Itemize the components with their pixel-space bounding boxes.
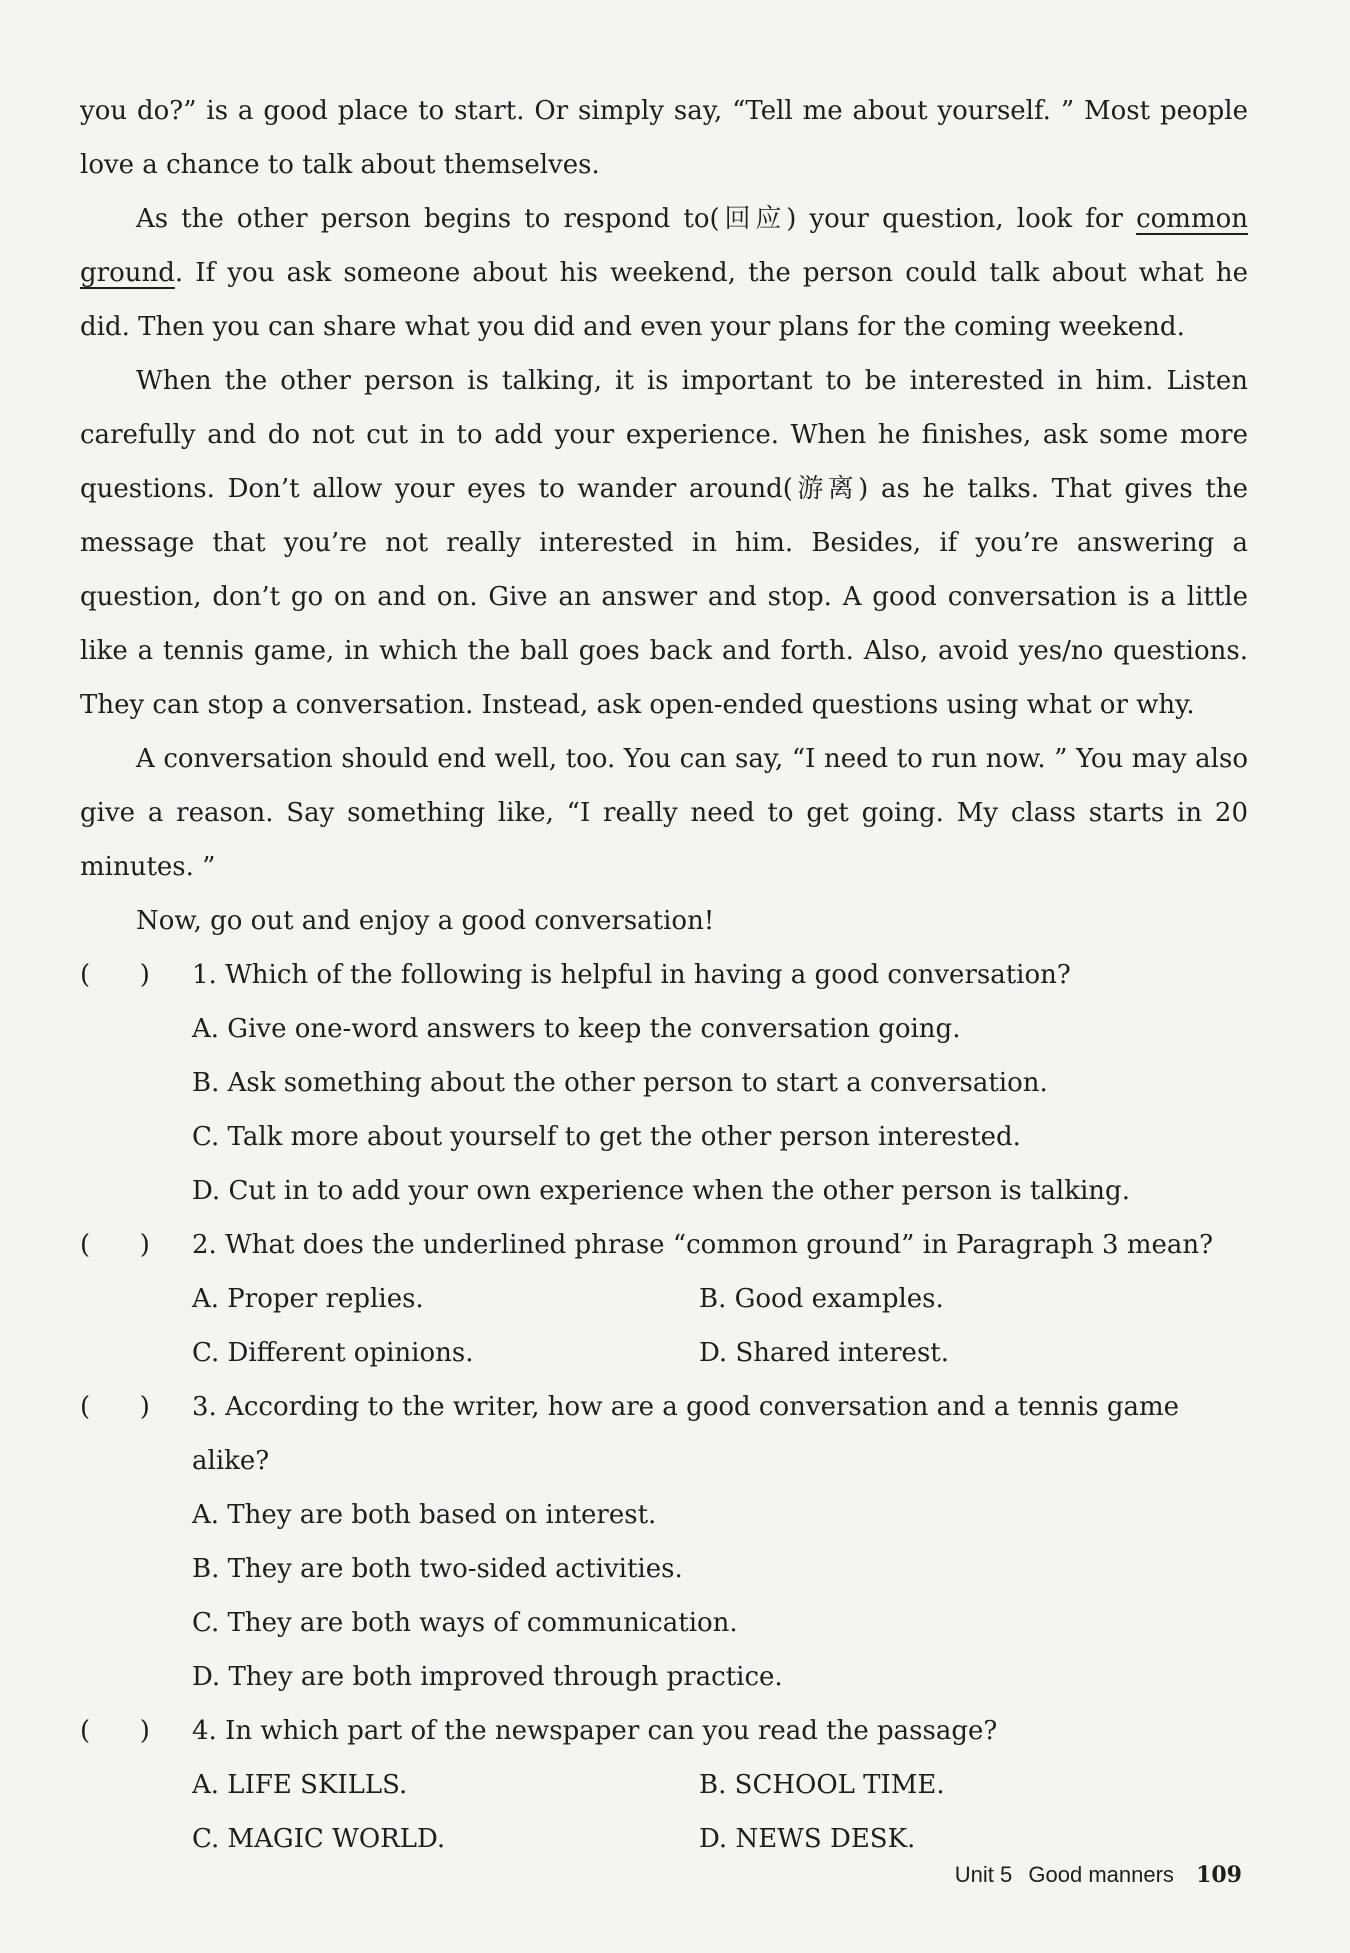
question-4-option-d[interactable]: D. NEWS DESK. <box>699 1824 916 1854</box>
question-3-option-c[interactable]: C. They are both ways of communication. <box>192 1608 738 1638</box>
question-1 <box>80 948 1248 1002</box>
question-2-options-row-2 <box>192 1326 1248 1380</box>
question-2-option-a[interactable]: A. Proper replies. <box>192 1284 424 1314</box>
question-3 <box>80 1380 1248 1488</box>
question-1-option-a[interactable]: A. Give one-word answers to keep the conversation going. <box>192 1014 961 1044</box>
answer-blank-2[interactable]: ( ) <box>80 1230 150 1260</box>
page-footer <box>955 1862 1242 1888</box>
question-2-option-c[interactable]: C. Different opinions. <box>192 1338 474 1368</box>
footer-unit-title: Good manners <box>1028 1862 1174 1887</box>
underlined-phrase: common ground <box>80 204 1248 288</box>
question-3-option-d[interactable]: D. They are both improved through practice. <box>192 1662 783 1692</box>
paragraph-5: Now, go out and enjoy a good conversation! <box>136 906 715 936</box>
question-2 <box>80 1218 1248 1272</box>
question-4-options-row-1 <box>192 1758 1248 1812</box>
question-2-option-b[interactable]: B. Good examples. <box>699 1284 944 1314</box>
question-1-option-c[interactable]: C. Talk more about yourself to get the other person interested. <box>192 1122 1021 1152</box>
paragraph-4: A conversation should end well, too. You can say, “I need to run now. ” You may also give a reason. Say something like, “I really need to get going. My class starts in 20 minutes. ” <box>80 744 1248 882</box>
paragraph-1: you do?” is a good place to start. Or simply say, “Tell me about yourself. ” Most people love a chance to talk about themselves. <box>80 96 1248 180</box>
question-1-option-b[interactable]: B. Ask something about the other person to start a conversation. <box>192 1068 1048 1098</box>
paragraph-2 <box>80 192 1248 354</box>
answer-blank-4[interactable]: ( ) <box>80 1716 150 1746</box>
footer-unit: Unit 5 <box>954 1862 1013 1887</box>
paragraph-2-part-1: As the other person begins to respond to(回应) your question, look for <box>136 204 1137 234</box>
question-2-option-d[interactable]: D. Shared interest. <box>699 1338 949 1368</box>
question-1-option-d[interactable]: D. Cut in to add your own experience when the other person is talking. <box>192 1176 1130 1206</box>
reading-passage <box>80 84 1248 1866</box>
question-4 <box>80 1704 1248 1758</box>
question-3-text: 3. According to the writer, how are a good conversation and a tennis game alike? <box>192 1392 1180 1476</box>
paragraph-3: When the other person is talking, it is important to be interested in him. Listen carefully and do not cut in to add your experience. When he finishes, ask some more questions. Don’t allow your eyes to wander around(游离) as he talks. That gives the message that you’re not really interested in him. Besides, if you’re answering a question, don’t go on and on. Give an answer and stop. A good conversation is a little like a tennis game, in which the ball goes back and forth. Also, avoid yes/no questions. They can stop a conversation. Instead, ask open-ended questions using what or why. <box>80 366 1248 720</box>
question-1-text: 1. Which of the following is helpful in having a good conversation? <box>192 960 1071 990</box>
question-2-options-row-1 <box>192 1272 1248 1326</box>
question-4-options-row-2 <box>192 1812 1248 1866</box>
question-2-text: 2. What does the underlined phrase “common ground” in Paragraph 3 mean? <box>192 1230 1214 1260</box>
question-4-option-a[interactable]: A. LIFE SKILLS. <box>192 1770 408 1800</box>
question-3-option-b[interactable]: B. They are both two-sided activities. <box>192 1554 683 1584</box>
question-4-option-b[interactable]: B. SCHOOL TIME. <box>699 1770 945 1800</box>
question-4-text: 4. In which part of the newspaper can you read the passage? <box>192 1716 998 1746</box>
question-3-option-a[interactable]: A. They are both based on interest. <box>192 1500 657 1530</box>
answer-blank-1[interactable]: ( ) <box>80 960 150 990</box>
answer-blank-3[interactable]: ( ) <box>80 1392 150 1422</box>
question-4-option-c[interactable]: C. MAGIC WORLD. <box>192 1824 446 1854</box>
paragraph-2-part-2: . If you ask someone about his weekend, the person could talk about what he did. Then you can share what you did and even your plans for the coming weekend. <box>80 258 1248 342</box>
page-number: 109 <box>1196 1862 1242 1888</box>
